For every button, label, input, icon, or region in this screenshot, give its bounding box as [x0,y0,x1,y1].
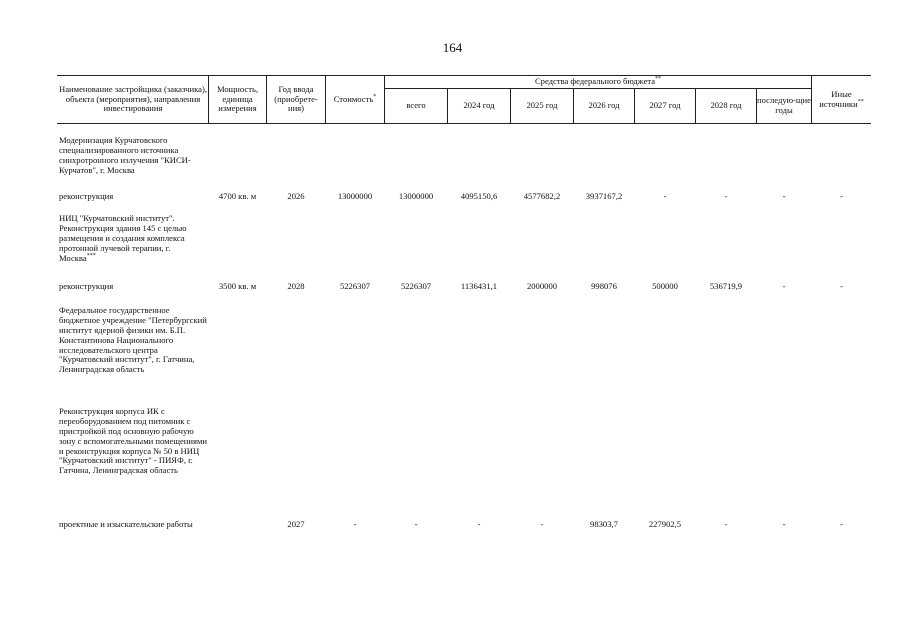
cell-total: - [414,519,418,529]
cell-2028: - [724,519,728,529]
col-header-2024: 2024 год [463,100,495,111]
row-name: Модернизация Курчатовского специализированного источника синхротронного излучения "КИСИ-Курчатов", г. Москва [59,135,191,175]
col-header-year: Год ввода (приобрете-ния) [274,83,318,114]
col-header-name: Наименование застройщика (заказчика), объекта (мероприятия), направления инвестирования [59,83,207,114]
col-header-2028: 2028 год [710,100,742,111]
col-header-total: всего [406,100,426,111]
cell-2025: - [540,519,544,529]
cell-other: - [840,191,843,201]
cell-later: - [782,191,786,201]
cell-2027: 227902,5 [648,519,682,529]
col-header-2027: 2027 год [649,100,681,111]
col-header-2026: 2026 год [588,100,620,111]
cell-2024: 4095150,6 [460,191,498,201]
col-header-cost: Стоимость* [333,93,377,104]
col-header-federal: Средства федерального бюджета** [534,76,662,87]
cell-2026: 998076 [591,281,617,291]
row-name: реконструкция [59,191,114,201]
cell-2027: - [663,191,667,201]
col-header-other: Иные источники** [819,88,864,109]
cell-2027: 500000 [652,281,678,291]
cell-capacity: 3500 кв. м [218,281,257,291]
cell-2028: 536719,9 [709,281,743,291]
row-name: Федеральное государственное бюджетное учреждение "Петербургский институт ядерной физики им. Б.П. Константинова Национального исследовательского центра "Курчатовский институт", г. Гатчина, Ленинградская область [59,305,207,375]
cell-2024: 1136431,1 [460,281,498,291]
cell-other: - [840,519,843,529]
cell-later: - [782,519,786,529]
cell-year: 2026 [287,191,305,201]
cell-cost: 13000000 [337,191,373,201]
cell-total: 5226307 [400,281,432,291]
col-header-2025: 2025 год [526,100,558,111]
row-name: НИЦ "Курчатовский институт". Реконструкция здания 145 с целью размещения и создания комплекса протонной лучевой терапии, г. Москва*** [59,213,187,263]
cell-2026: 3937167,2 [585,191,623,201]
cell-total: 13000000 [398,191,434,201]
cell-capacity: 4700 кв. м [218,191,257,201]
cell-year: 2028 [287,281,305,291]
row-name: Реконструкция корпуса ИК с переоборудованием под питомник с пристройкой под основную рабочую зону с вспомогательными помещениями и реконструкция корпуса № 50 в НИЦ "Курчатовский институт" - ПИЯФ, г. Гатчина, Ленинградская область [59,406,207,476]
cell-2026: 98303,7 [590,519,618,529]
cell-cost: 5226307 [339,281,371,291]
col-header-later: последую-щие годы [757,95,811,115]
cell-other: - [840,281,843,291]
cell-2024: - [477,519,481,529]
row-name: реконструкция [59,281,114,291]
cell-year: 2027 [287,519,305,529]
cell-later: - [782,281,786,291]
page-number: 164 [442,40,463,55]
header-bottom-rule [57,123,871,124]
row-name: проектные и изыскательские работы [59,519,193,529]
cell-2025: 2000000 [526,281,558,291]
col-header-capacity: Мощность, единица измерения [216,83,259,114]
cell-2025: 4577682,2 [523,191,561,201]
cell-cost: - [353,519,357,529]
cell-2028: - [724,191,728,201]
